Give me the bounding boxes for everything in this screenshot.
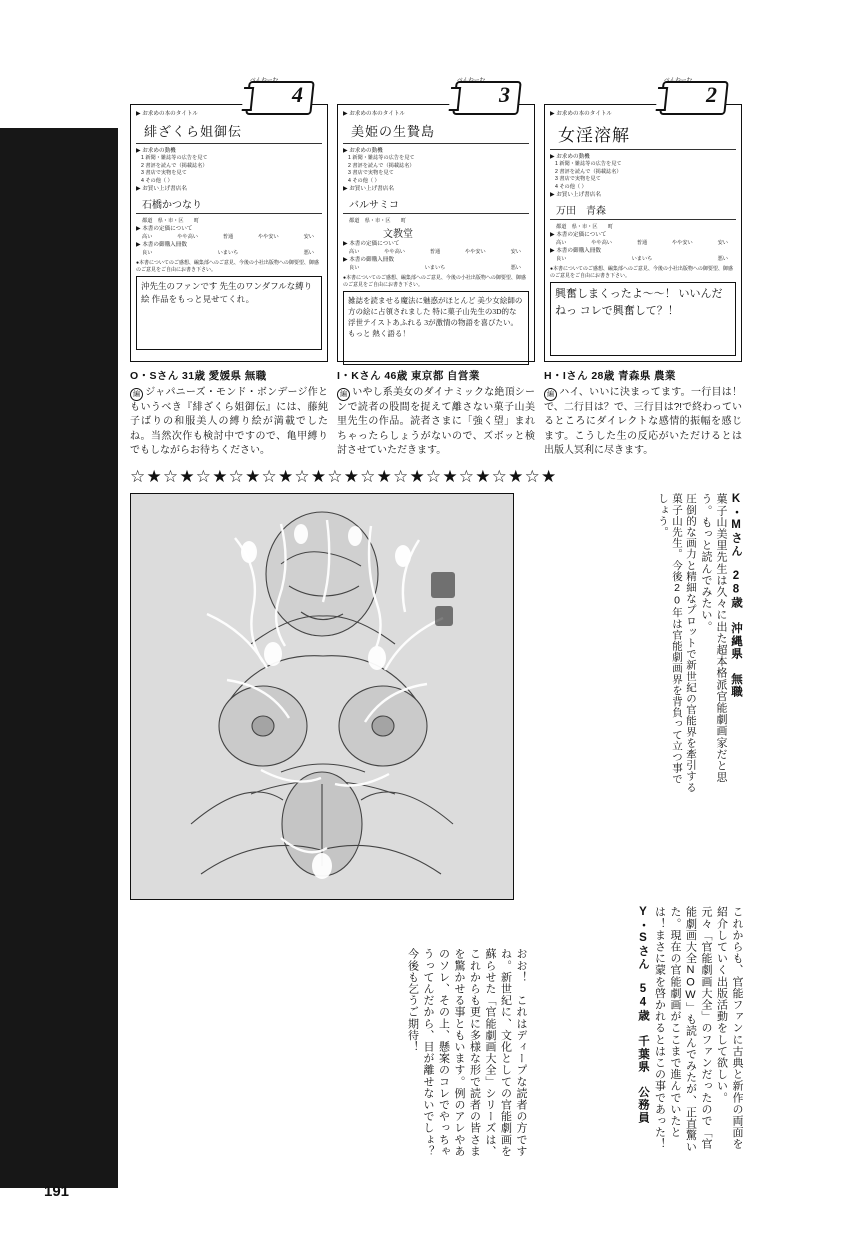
respondent-name-vertical: K・Mさん 28歳 沖縄県 無職	[730, 492, 742, 698]
count-scale	[343, 264, 529, 272]
price-option: やや高い	[177, 234, 198, 241]
response-block	[130, 368, 328, 459]
motive-option: 2 書評を読んで（掲載誌名）	[141, 162, 208, 169]
badge-number: 2	[706, 82, 717, 107]
reader-comment-vertical: 元々「官能劇画大全」のファンだったので「官能劇画大全NOW」も読んでみたが、正直驚いた。現在の官能劇画がここまで進んでいたとは！まさに蒙を啓かれるとはこの事であった！	[653, 905, 712, 1153]
editor-reply: 編 いやし系美女のダイナミックな絶頂シーンで読者の股間を捉えて離さない菓子山美里先生の作品。読者さまに「強く望」まれちゃったらしょうがないので、ズボッと検討させていただきます。	[337, 387, 535, 457]
answer-title: 美姫の生贄島	[343, 119, 529, 144]
answer-store: 石橋かつなり	[136, 194, 322, 214]
price-option: やや高い	[591, 240, 612, 247]
motive-option: 1 新聞・雑誌等の広告を見て	[555, 161, 622, 167]
response-block	[544, 368, 742, 459]
card-badge	[247, 75, 309, 115]
question-price: ▶ 本書の定価について	[550, 232, 607, 239]
price-option: 安い	[717, 240, 728, 247]
price-option: 高い	[349, 249, 360, 256]
editor-reply-vertical: これからも、官能ファンに古典と新作の両面を紹介していく出版活動をして欲しい。	[715, 905, 743, 1150]
question-count: ▶ 本書の御購入冊数	[343, 257, 394, 264]
motive-option: 2 書評を読んで（掲載誌名）	[555, 168, 622, 175]
bottom-editor-text: おお！ これはディープな読者の方ですね。新世紀に、文化としての官能劇画を蘇らせた「官能劇画大全」シリーズは、これからも更に多様な形で読者の皆さまを驚かせる事ともいます。例のアレやあのソレ、その上、懸案のコレでやっちゃうってんだから、目が離せないでしょ？今後も乞うご期待！	[406, 948, 527, 1157]
question-store: ▶ お買い上げ書店名	[136, 186, 187, 193]
count-scale	[550, 255, 736, 263]
price-option: 高い	[142, 234, 153, 241]
editor-reply: 編 ハイ、いいに決まってます。一行目は！で、二行目は？で、三行目は?!で終わっているところにダイレクトな感情的振幅を感じます。こうした生の反応がいただけるとは出版人冥利に尽きます。	[544, 387, 742, 457]
count-option: 悪い	[510, 265, 521, 272]
store-fields: 都道 県・市・区 町	[142, 218, 200, 225]
left-gutter-bar	[0, 128, 118, 1188]
price-option: やや安い	[464, 249, 486, 256]
motive-option: 3 書店で実物を見て	[555, 176, 601, 183]
motive-option: 4 その他（ ）	[348, 177, 380, 184]
motive-option: 4 その他（ ）	[141, 177, 173, 184]
card-notice: ●本書についてのご感想、編集部へのご意見、今後の小社出版物への御要望、御感のご意見をご自由にお書き下さい。	[343, 275, 526, 289]
motive-option: 2 書評を読んで（掲載誌名）	[348, 162, 415, 169]
badge-number: 3	[499, 82, 510, 107]
question-motive: ▶ お求めの動機	[550, 154, 590, 160]
question-count: ▶ 本書の御購入冊数	[136, 242, 187, 249]
question-price: ▶ 本書の定価について	[343, 241, 400, 248]
question-title: ▶ お求めの本のタイトル	[136, 111, 199, 117]
question-price: ▶ 本書の定価について	[136, 226, 193, 233]
price-option: やや安い	[671, 240, 693, 247]
answer-store: 万田 青森	[550, 200, 736, 220]
respondent-info: I・Kさん 46歳 東京都 自営業	[337, 370, 480, 382]
price-option: 高い	[556, 240, 567, 247]
badge-label: ぺんねーむ	[663, 78, 693, 84]
lower-section	[130, 493, 744, 900]
motive-option: 1 新聞・雑誌等の広告を見て	[141, 155, 208, 161]
store-fields: 都道 県・市・区 町	[556, 224, 614, 231]
count-scale	[136, 249, 322, 257]
page-number: 191	[44, 1183, 70, 1200]
free-comment: 沖先生のファンです 先生のワンダフルな縛り絵 作品をもっと見せてくれ。	[136, 276, 322, 350]
answer-title: 女淫溶解	[550, 119, 736, 150]
card-badge	[454, 75, 516, 115]
answer-store: バルサミコ	[343, 194, 529, 214]
motive-option: 3 書店で実物を見て	[348, 170, 394, 177]
illustration	[130, 493, 514, 900]
price-scale	[136, 233, 322, 241]
survey-card	[544, 78, 742, 362]
responses-row	[130, 368, 744, 459]
card-notice: ●本書についてのご感想、編集部へのご意見、今後の小社出版物への御要望、御感のご意見をご自由にお書き下さい。	[136, 260, 319, 274]
free-comment: 雑誌を読ませる魔法に魅惑がほとんど 美少女絵師の方の絵に占領されました 特に菓子山先生の3D的な浮世テイストあふれる 3が激情の物語を喜びたい。もっと 熱く語る！	[343, 291, 529, 365]
question-title: ▶ お求めの本のタイトル	[550, 111, 613, 117]
star-divider: ☆★☆★☆★☆★☆★☆★☆★☆★☆★☆★☆★☆★☆★	[130, 467, 558, 486]
price-option: やや安い	[257, 234, 279, 241]
badge-label: ぺんねーむ	[249, 78, 279, 84]
question-store: ▶ お買い上げ書店名	[550, 192, 601, 199]
count-option: 良い	[349, 265, 360, 272]
price-option: やや高い	[384, 249, 405, 256]
editor-icon: 編	[544, 388, 557, 401]
count-option: 良い	[556, 256, 567, 263]
free-comment: 興奮しまくったよ～～！ いいんだねっ コレで興奮して？！	[550, 282, 736, 356]
survey-cards-row	[130, 78, 744, 362]
motive-option: 3 書店で実物を見て	[141, 170, 187, 177]
count-option: 悪い	[303, 250, 314, 257]
question-title: ▶ お求めの本のタイトル	[343, 111, 406, 117]
badge-label: ぺんねーむ	[456, 78, 486, 84]
question-count: ▶ 本書の御購入冊数	[550, 248, 601, 255]
answer-store-secondary: 文教堂	[383, 229, 413, 241]
reader-comment-vertical: 菓子山美里先生は久々に出た超本格派官能劇画家だと思う。もっと読んでみたい。	[700, 492, 727, 783]
count-option: 悪い	[717, 256, 728, 263]
count-option: いまいち	[424, 265, 446, 272]
editor-icon: 編	[130, 388, 143, 401]
price-scale	[343, 248, 529, 256]
motive-option: 1 新聞・雑誌等の広告を見て	[348, 155, 415, 161]
question-motive: ▶ お求めの動機	[343, 148, 383, 154]
count-option: 良い	[142, 250, 153, 257]
respondent-info: H・Iさん 28歳 青森県 農業	[544, 370, 676, 382]
price-option: 安い	[303, 234, 314, 241]
respondent-info: O・Sさん 31歳 愛媛県 無職	[130, 370, 267, 382]
store-field-labels: 都道 県・市・区 町	[349, 218, 407, 225]
count-option: いまいち	[631, 256, 653, 263]
survey-card	[337, 78, 535, 362]
response-block	[337, 368, 535, 459]
respondent-name-vertical: Y・Sさん 54歳 千葉県 公務員	[637, 905, 649, 1124]
survey-card	[130, 78, 328, 362]
bottom-editor-block	[146, 948, 528, 1163]
motive-option: 4 その他（ ）	[555, 183, 587, 190]
price-option: 普通	[222, 234, 234, 241]
illustration-graphic	[131, 494, 513, 899]
store-fields	[343, 217, 529, 225]
question-store: ▶ お買い上げ書店名	[343, 186, 394, 193]
price-option: 安い	[510, 249, 521, 256]
editor-reply-vertical: 圧倒的な画力と精細なプロットで新世紀の官能界を牽引する菓子山先生。今後20年は官能劇画界を背負って立つ事でしょう。	[657, 492, 697, 793]
card-notice: ●本書についてのご感想、編集部へのご意見、今後の小社出版物への御要望、御感のご意見をご自由にお書き下さい。	[550, 266, 733, 280]
price-option: 普通	[636, 240, 648, 247]
editor-icon: 編	[337, 388, 350, 401]
editor-reply: 編 ジャパニーズ・モンド・ボンデージ作ともいうべき『緋ざくら姐御伝』には、藤純子ばりの和服美人の縛り絵が満載でしたね。当然次作も検討中ですので、亀甲縛りでもしながらお待ちください。	[130, 387, 328, 457]
price-option: 普通	[429, 249, 441, 256]
price-scale	[550, 239, 736, 247]
question-motive: ▶ お求めの動機	[136, 148, 176, 154]
vertical-text-columns	[522, 493, 744, 900]
answer-title: 緋ざくら姐御伝	[136, 119, 322, 144]
card-badge	[661, 75, 723, 115]
count-option: いまいち	[217, 250, 239, 257]
badge-number: 4	[292, 82, 303, 107]
